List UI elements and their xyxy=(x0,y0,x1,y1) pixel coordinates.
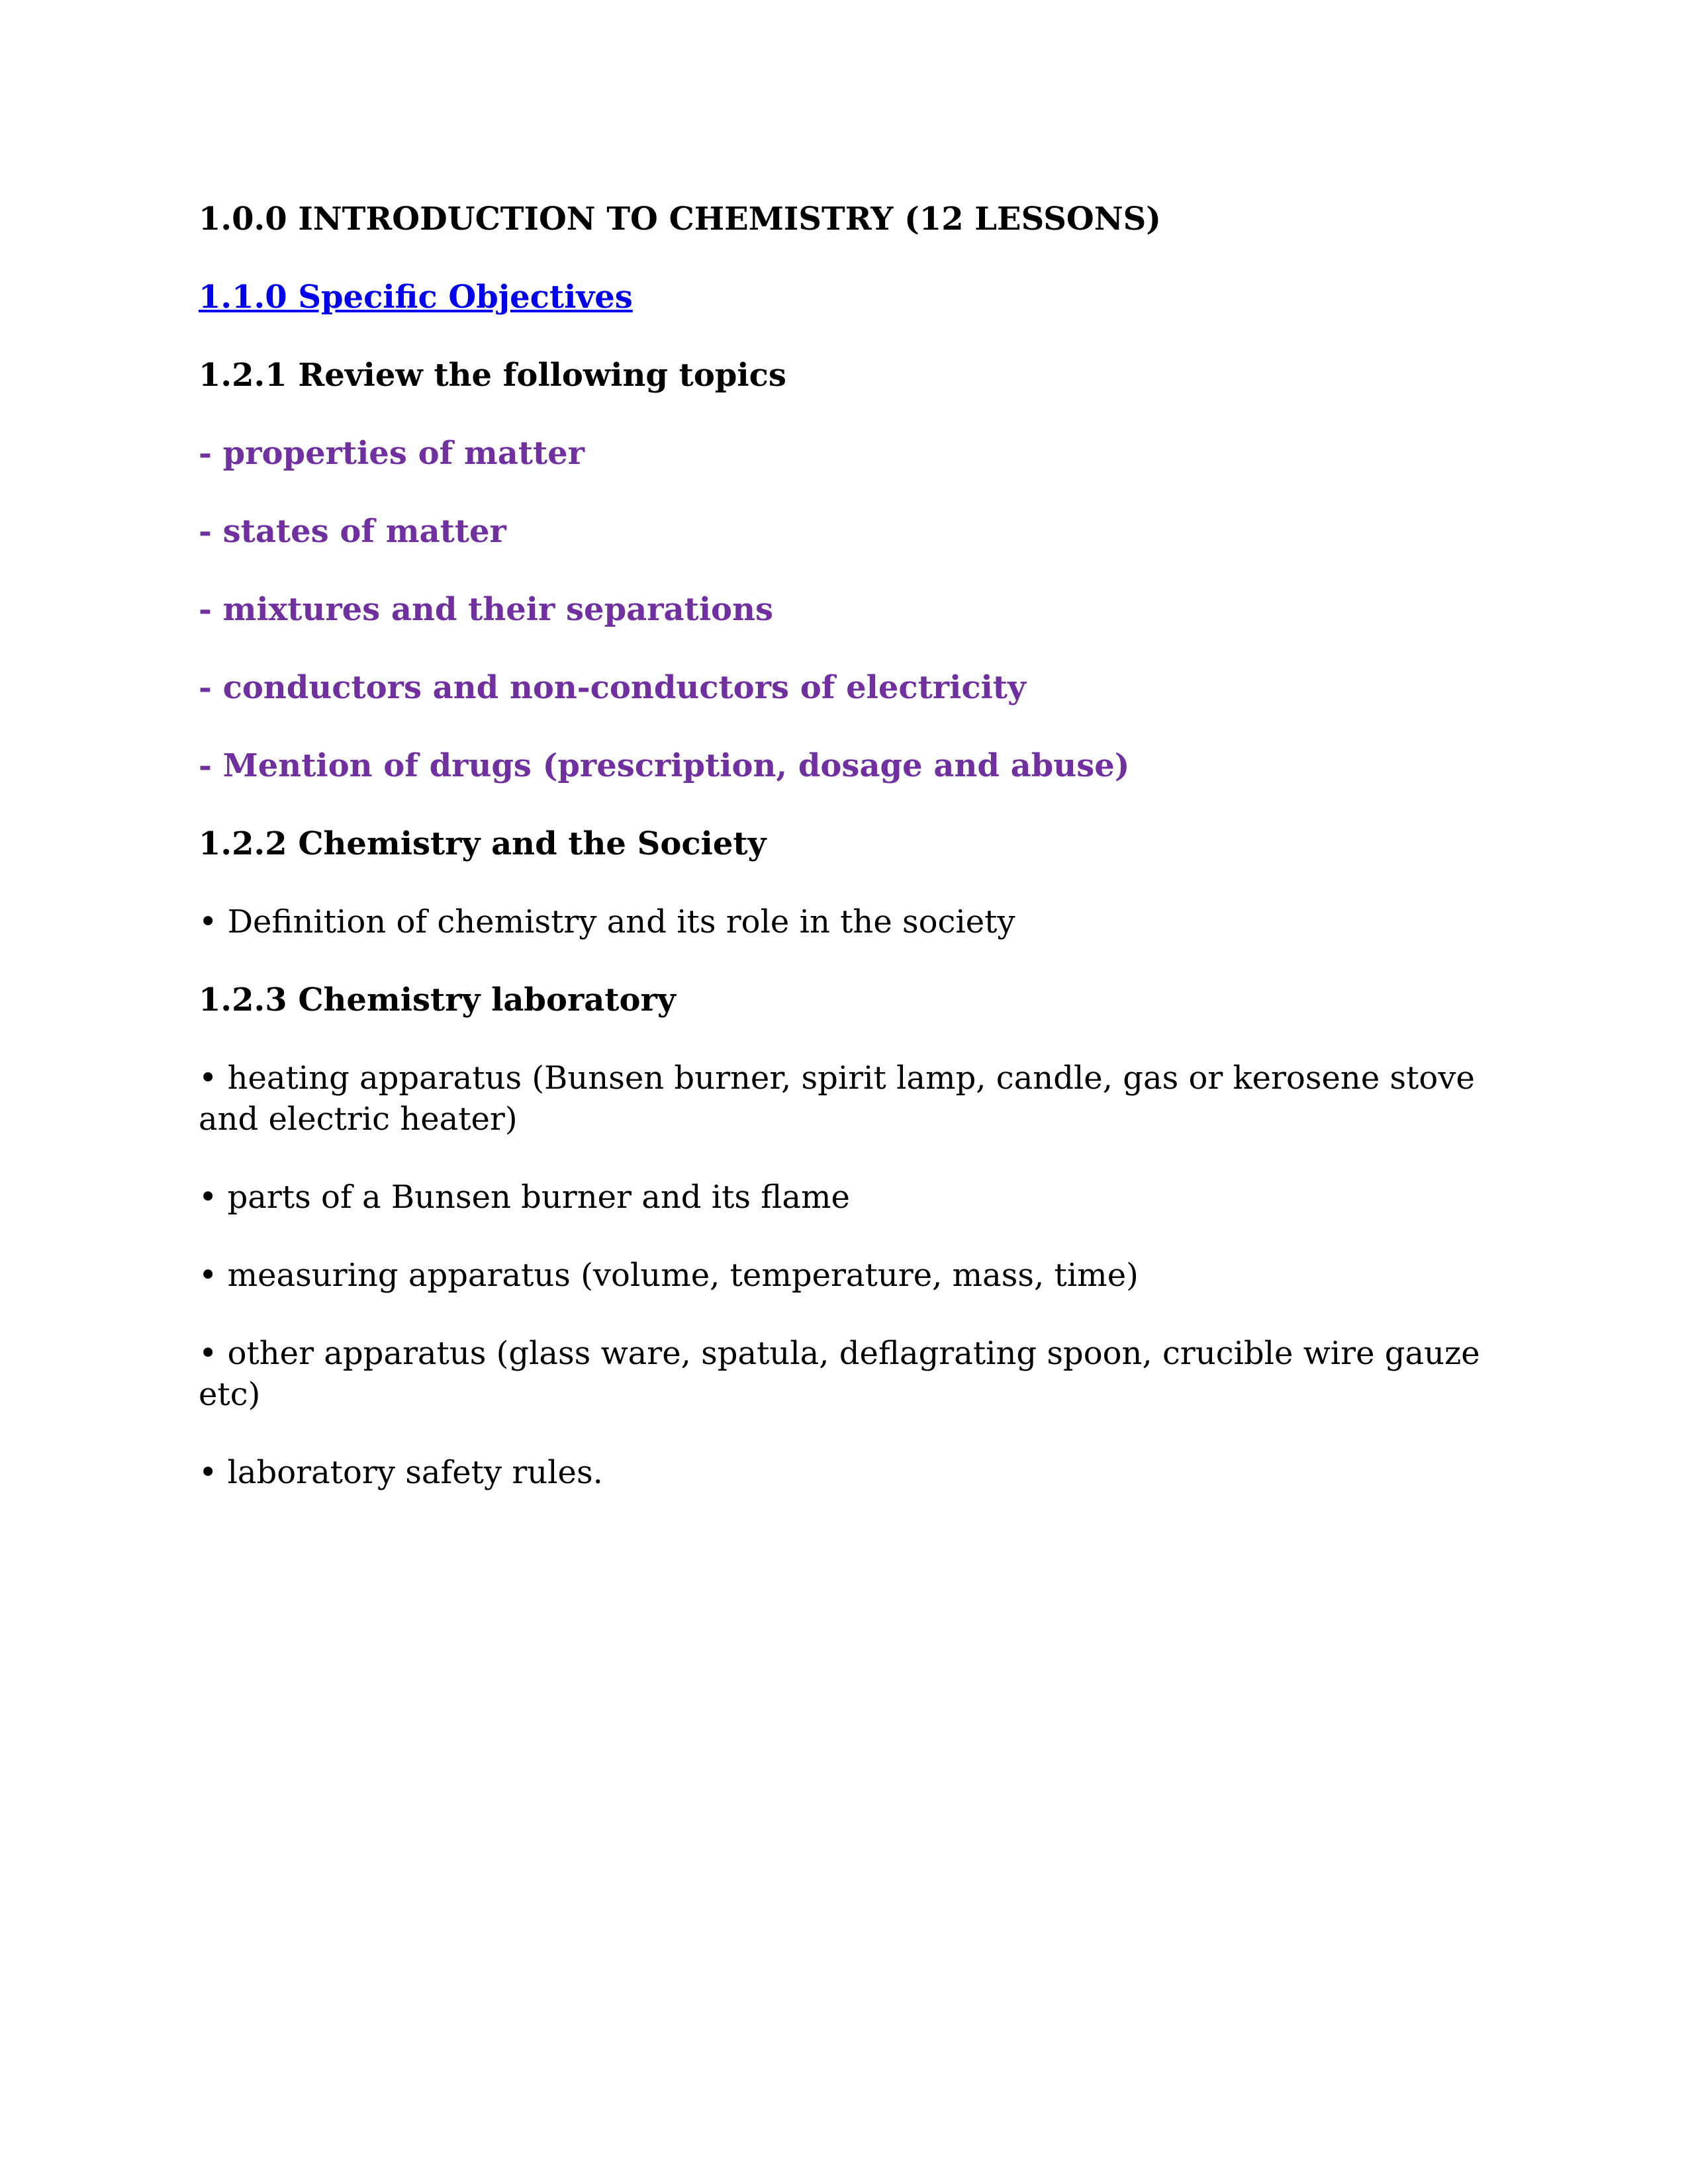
specific-objectives-link[interactable]: 1.1.0 Specific Objectives xyxy=(199,279,633,316)
bullet-item: • Definition of chemistry and its role in the society xyxy=(199,903,1015,940)
topic-item: - properties of matter xyxy=(199,435,585,472)
objectives-paragraph xyxy=(199,277,1496,318)
bullet-item: • measuring apparatus (volume, temperature, mass, time) xyxy=(199,1257,1139,1294)
topic-item: - conductors and non-conductors of electricity xyxy=(199,669,1026,706)
bullet-item: • parts of a Bunsen burner and its flame xyxy=(199,1179,850,1216)
bullet-item: • heating apparatus (Bunsen burner, spirit lamp, candle, gas or kerosene stove and electric heater) xyxy=(199,1060,1475,1138)
document-body xyxy=(199,199,1496,1530)
bullet-item: • other apparatus (glass ware, spatula, deflagrating spoon, crucible wire gauze etc) xyxy=(199,1335,1480,1413)
document-title: 1.0.0 INTRODUCTION TO CHEMISTRY (12 LESSONS) xyxy=(199,201,1161,238)
topic-item: - mixtures and their separations xyxy=(199,591,773,628)
section-1-2-2-heading: 1.2.2 Chemistry and the Society xyxy=(199,825,767,862)
section-1-2-1-heading: 1.2.1 Review the following topics xyxy=(199,357,786,394)
topic-item: - states of matter xyxy=(199,513,506,550)
topic-item: - Mention of drugs (prescription, dosage and abuse) xyxy=(199,747,1130,784)
section-1-2-3-heading: 1.2.3 Chemistry laboratory xyxy=(199,981,676,1019)
bullet-item: • laboratory safety rules. xyxy=(199,1454,603,1491)
